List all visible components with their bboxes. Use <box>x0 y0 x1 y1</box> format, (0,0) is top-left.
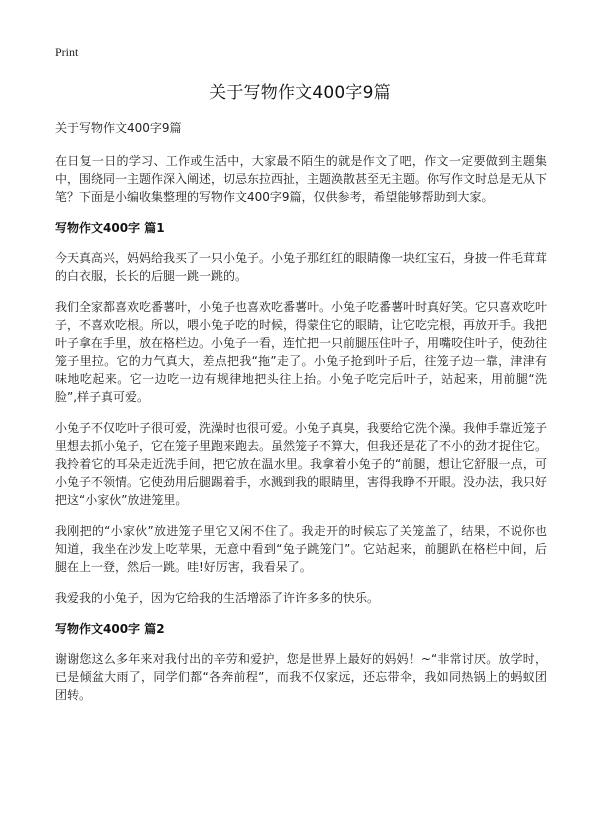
paragraph: 我刚把的“小家伙”放进笼子里它又闲不住了。我走开的时候忘了关笼盖了，结果，不说你也知道，我坐在沙发上吃苹果，无意中看到“兔子跳笼门”。它站起来，前腿趴在格栏中间，后腿在上一登，然后一跳。哇!好厉害，我看呆了。 <box>55 524 547 574</box>
paragraph: 谢谢您这么多年来对我付出的辛劳和爱护，您是世界上最好的妈妈！~“非常讨厌。放学时，已是倾盆大雨了，同学们都“各奔前程”，而我不仅家远，还忘带伞，我如同热锅上的蚂蚁团团转。 <box>55 652 547 702</box>
section-heading: 写物作文400字 篇1 <box>55 221 165 235</box>
paragraph: 我爱我的小兔子，因为它给我的生活增添了许许多多的快乐。 <box>55 591 380 605</box>
print-link[interactable]: Print <box>55 45 79 59</box>
paragraph: 我们全家都喜欢吃番薯叶，小兔子也喜欢吃番薯叶。小兔子吃番薯叶时真好笑。它只喜欢吃叶子，不喜欢吃根。所以，喂小兔子吃的时候，得蒙住它的眼睛，让它吃完根，再放开手。我把叶子拿在手里，放在格栏边。小兔子一看，连忙把一只前腿压住叶子，用嘴咬住叶子，使劲往笼子里拉。它的力气真大，差点把我“拖”走了。小兔子抢到叶子后，往笼子边一靠，津津有味地吃起来。它一边吃一边有规律地把头往上抬。小兔子吃完后叶子，站起来，用前腿“洗脸”,样子真可爱。 <box>55 300 548 404</box>
paragraph: 小兔子不仅吃叶子很可爱，洗澡时也很可爱。小兔子真臭，我要给它洗个澡。我伸手靠近笼子里想去抓小兔子，它在笼子里跑来跑去。虽然笼子不算大，但我还是花了不小的劲才捉住它。我拎着它的耳朵走近洗手间，把它放在温水里。我拿着小兔子的“前腿，想让它舒服一点，可小兔子不领情。它使劲用后腿踢着手，水溅到我的眼睛里，害得我睁不开眼。没办法，我只好把这“小家伙”放进笼里。 <box>55 421 548 507</box>
paragraph: 今天真高兴，妈妈给我买了一只小兔子。小兔子那红红的眼睛像一块红宝石，身披一件毛茸茸的白衣服，长长的后腿一跳一跳的。 <box>55 251 548 283</box>
section-heading: 写物作文400字 篇2 <box>55 622 165 636</box>
article-subtitle: 关于写物作文400字9篇 <box>55 121 182 135</box>
page-title: 关于写物作文400字9篇 <box>209 83 391 103</box>
article-body <box>55 119 547 717</box>
intro-paragraph: 在日复一日的学习、工作或生活中，大家最不陌生的就是作文了吧，作文一定要做到主题集中，围绕同一主题作深入阐述，切忌东拉西扯，主题涣散甚至无主题。你写作文时总是无从下笔？下面是小编收集整理的写物作文400字9篇，仅供参考，希望能够帮助到大家。 <box>55 154 548 204</box>
